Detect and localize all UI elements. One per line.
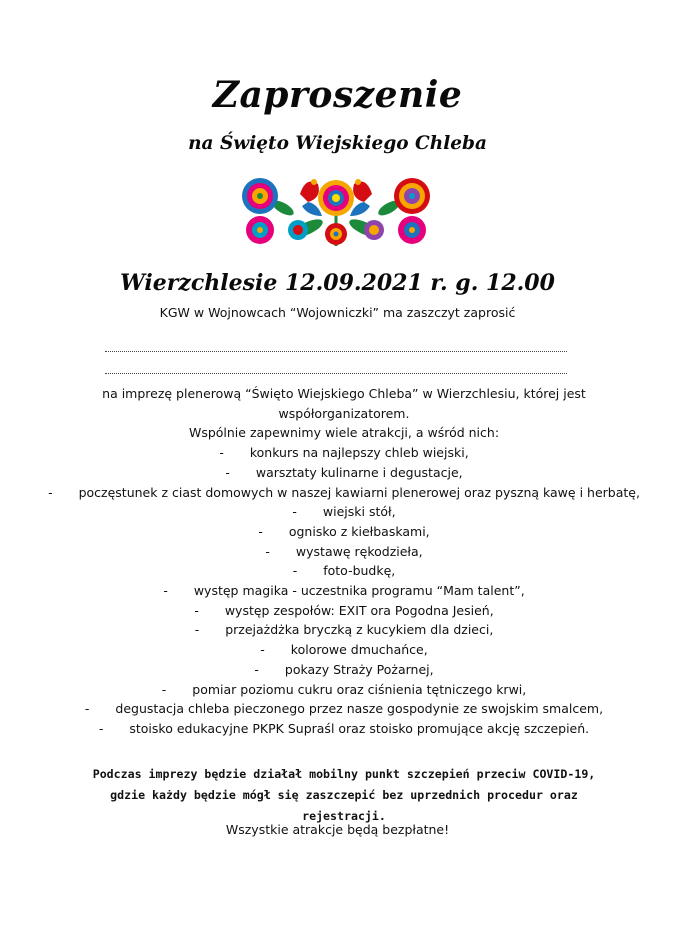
- closing-line: Wszystkie atrakcje będą bezpłatne!: [225, 822, 450, 837]
- covid-vaccination-notice: Podczas imprezy będzie działał mobilny punkt szczepień przeciw COVID-19, gdzie każdy będzie mógł się zaszczepić bez uprzednich procedur oraz rejestracji.: [92, 767, 596, 823]
- event-line: współorganizatorem.: [278, 405, 410, 421]
- list-item: - pomiar poziomu cukru oraz ciśnienia tętniczego krwi,: [161, 681, 527, 697]
- list-item: - foto-budkę,: [292, 563, 396, 579]
- list-item: - konkurs na najlepszy chleb wiejski,: [219, 445, 469, 461]
- event-line: na imprezę plenerową “Święto Wiejskiego Chleba” w Wierzchlesiu, której jest: [102, 386, 586, 401]
- dotted-line: [105, 351, 567, 352]
- invitation-body: [48, 384, 640, 739]
- list-item: - wiejski stół,: [292, 504, 396, 520]
- list-item: - stoisko edukacyjne PKPK Supraśl oraz stoisko promujące akcję szczepień.: [98, 720, 590, 736]
- date-line: Wierzchlesie 12.09.2021 r. g. 12.00: [120, 270, 555, 296]
- folk-flowers-icon: [238, 168, 434, 248]
- list-item: - degustacja chleba pieczonego przez nasze gospodynie ze swojskim smalcem,: [84, 701, 604, 717]
- invitation-title: Zaproszenie: [212, 74, 463, 116]
- list-item: - wystawę rękodzieła,: [265, 543, 423, 559]
- dotted-line: [105, 373, 567, 374]
- intro-line: KGW w Wojnowcach “Wojowniczki” ma zaszczyt zaprosić: [159, 305, 516, 320]
- attractions-intro: Wspólnie zapewnimy wiele atrakcji, a wśród nich:: [188, 425, 500, 441]
- list-item: - warsztaty kulinarne i degustacje,: [225, 464, 463, 480]
- list-item: - kolorowe dmuchańce,: [260, 642, 428, 658]
- list-item: - poczęstunek z ciast domowych w naszej kawiarni plenerowej oraz pyszną kawę i herbatę,: [48, 484, 640, 500]
- list-item: - ognisko z kiełbaskami,: [258, 523, 430, 539]
- list-item: - pokazy Straży Pożarnej,: [254, 661, 434, 677]
- invitation-subtitle: na Święto Wiejskiego Chleba: [188, 133, 487, 154]
- list-item: - występ magika - uczestnika programu “Mam talent”,: [163, 583, 525, 599]
- list-item: - przejażdżka bryczką z kucykiem dla dzieci,: [194, 622, 494, 638]
- list-item: - występ zespołów: EXIT ora Pogodna Jesień,: [194, 602, 494, 618]
